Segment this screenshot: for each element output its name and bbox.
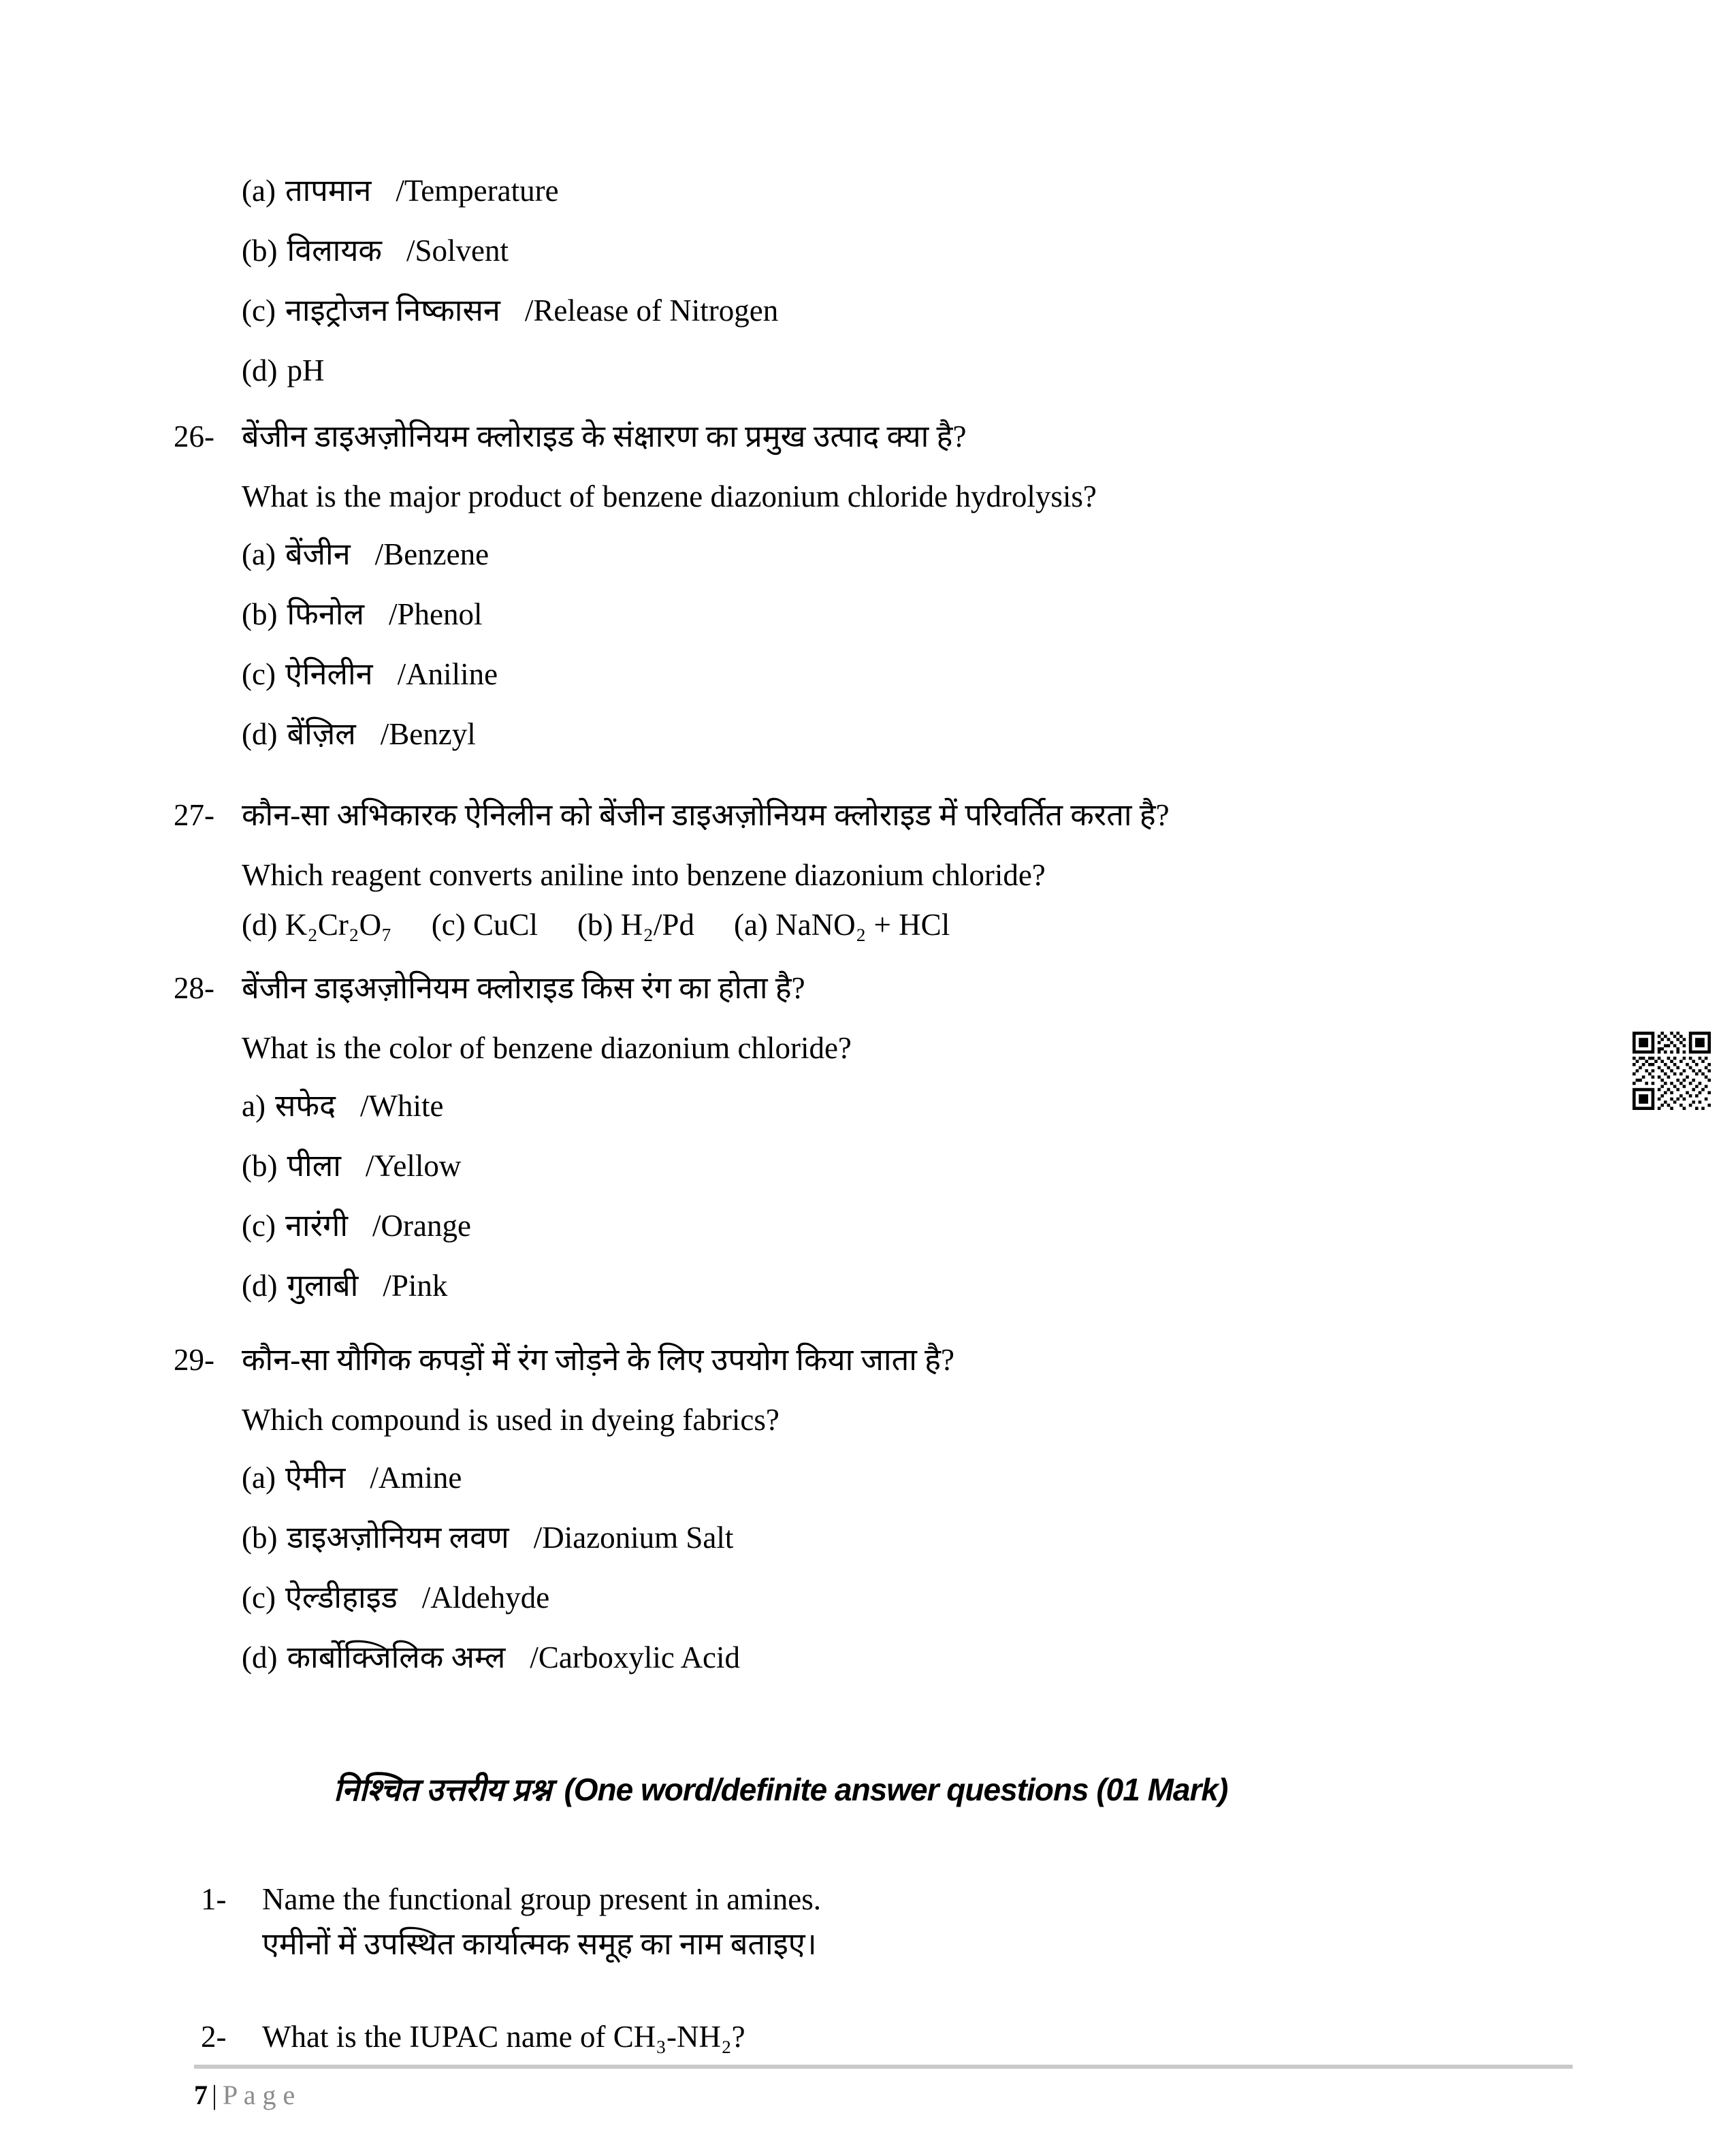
page-number: 7 bbox=[194, 2080, 208, 2110]
option-label: (d) bbox=[242, 1269, 278, 1303]
option-english: /Yellow bbox=[365, 1149, 462, 1183]
option-english: /Temperature bbox=[396, 174, 559, 208]
option-english: /Phenol bbox=[388, 597, 483, 631]
option-english: /Orange bbox=[372, 1209, 471, 1243]
option-hindi: तापमान bbox=[285, 174, 372, 208]
option-row bbox=[242, 1517, 954, 1558]
footer-rule bbox=[194, 2065, 1573, 2069]
option-english: /Solvent bbox=[406, 234, 509, 268]
question-number: 2- bbox=[201, 2020, 227, 2054]
inline-option: (b) H₂/Pd bbox=[577, 908, 694, 942]
option-english: /Benzyl bbox=[380, 717, 476, 751]
question-number: 28- bbox=[174, 971, 214, 1005]
option-label: (a) bbox=[242, 1461, 276, 1495]
question-hindi: एमीनों में उपस्थित कार्यात्मक समूह का नाम बताइए। bbox=[262, 1927, 817, 1961]
option-english: pH bbox=[287, 353, 325, 387]
option-row bbox=[242, 534, 1097, 575]
option-hindi: विलायक bbox=[287, 234, 382, 268]
option-label: (b) bbox=[242, 1521, 278, 1555]
option-english: /Benzene bbox=[374, 537, 489, 571]
question-26 bbox=[174, 417, 1097, 774]
carryover-options bbox=[242, 170, 778, 410]
option-english: /White bbox=[359, 1089, 444, 1123]
question-hindi: कौन-सा यौगिक कपड़ों में रंग जोड़ने के लिए उपयोग किया जाता है? bbox=[242, 1343, 955, 1377]
option-row bbox=[242, 1085, 852, 1126]
question-number: 29- bbox=[174, 1343, 214, 1377]
option-hindi: नाइट्रोजन निष्कासन bbox=[285, 293, 500, 328]
question-hindi: बेंजीन डाइअज़ोनियम क्लोराइड किस रंग का होता है? bbox=[242, 971, 805, 1005]
options-list bbox=[242, 1085, 852, 1306]
option-row bbox=[242, 654, 1097, 695]
option-hindi: गुलाबी bbox=[287, 1269, 359, 1303]
option-hindi: सफेद bbox=[274, 1089, 336, 1123]
option-label: (d) bbox=[242, 353, 278, 387]
section-heading-english: (One word/definite answer questions (01 Mark) bbox=[564, 1772, 1228, 1807]
question-english: Name the functional group present in amines. bbox=[262, 1882, 822, 1916]
question-hindi-line bbox=[174, 968, 852, 1008]
option-row bbox=[242, 1205, 852, 1246]
option-row bbox=[242, 170, 778, 211]
option-hindi: कार्बोक्जिलिक अम्ल bbox=[287, 1640, 506, 1674]
page-label: P a g e bbox=[223, 2080, 295, 2110]
footer bbox=[194, 2080, 295, 2111]
option-label: (c) bbox=[242, 293, 276, 328]
option-row bbox=[242, 290, 778, 331]
question-28 bbox=[174, 968, 852, 1325]
option-row bbox=[242, 1637, 954, 1678]
option-label: (d) bbox=[242, 1640, 278, 1674]
inline-options bbox=[242, 904, 1170, 945]
option-english: /Carboxylic Acid bbox=[530, 1640, 741, 1674]
inline-option: (c) CuCl bbox=[431, 908, 539, 942]
option-hindi: ऐनिलीन bbox=[285, 657, 373, 691]
option-hindi: डाइअज़ोनियम लवण bbox=[287, 1521, 509, 1555]
section-heading bbox=[334, 1768, 1227, 1812]
option-row bbox=[242, 1265, 852, 1306]
question-number: 1- bbox=[201, 1882, 227, 1916]
option-english: /Aniline bbox=[397, 657, 498, 691]
option-hindi: पीला bbox=[287, 1149, 341, 1183]
one-word-questions bbox=[201, 1879, 821, 2056]
option-english: /Diazonium Salt bbox=[533, 1521, 734, 1555]
option-row bbox=[242, 1457, 954, 1498]
option-row bbox=[242, 594, 1097, 635]
option-hindi: फिनोल bbox=[287, 597, 364, 631]
question-hindi-line bbox=[174, 795, 1170, 835]
question-english: What is the color of benzene diazonium chloride? bbox=[242, 1031, 852, 1065]
option-label: (b) bbox=[242, 234, 278, 268]
option-label: (d) bbox=[242, 717, 278, 751]
question-english: What is the IUPAC name of CH₃-NH₂? bbox=[262, 2020, 745, 2054]
option-english: /Aldehyde bbox=[421, 1580, 550, 1615]
inline-option: (a) NaNO₂ + HCl bbox=[733, 908, 950, 942]
option-hindi: बेंज़िल bbox=[287, 717, 356, 751]
footer-separator: | bbox=[212, 2080, 218, 2110]
question-row bbox=[201, 2017, 821, 2056]
options-list bbox=[242, 534, 1097, 754]
section-heading-hindi: निश्चित उत्तरीय प्रश्न bbox=[334, 1773, 552, 1807]
question-hindi-line bbox=[174, 417, 1097, 456]
option-row bbox=[242, 230, 778, 271]
question-row bbox=[201, 1879, 821, 1919]
question-english: What is the major product of benzene diazonium chloride hydrolysis? bbox=[242, 479, 1097, 513]
option-label: (c) bbox=[242, 1580, 276, 1615]
inline-option: (d) K₂Cr₂O₇ bbox=[242, 908, 392, 942]
qr-code bbox=[1633, 1032, 1711, 1110]
question-english: Which compound is used in dyeing fabrics? bbox=[242, 1403, 779, 1437]
question-hindi: बेंजीन डाइअज़ोनियम क्लोराइड के संक्षारण का प्रमुख उत्पाद क्या है? bbox=[242, 419, 967, 454]
option-english: /Release of Nitrogen bbox=[524, 293, 779, 328]
option-label: (b) bbox=[242, 597, 278, 631]
question-27 bbox=[174, 795, 1170, 945]
option-label: (a) bbox=[242, 174, 276, 208]
question-29 bbox=[174, 1340, 954, 1697]
question-hindi-line bbox=[174, 1340, 954, 1380]
option-hindi: ऐल्डीहाइड bbox=[285, 1580, 398, 1615]
option-label: a) bbox=[242, 1089, 266, 1123]
option-row bbox=[242, 1577, 954, 1618]
option-label: (c) bbox=[242, 657, 276, 691]
question-number: 27- bbox=[174, 798, 214, 832]
question-hindi: कौन-सा अभिकारक ऐनिलीन को बेंजीन डाइअज़ोनियम क्लोराइड में परिवर्तित करता है? bbox=[242, 798, 1170, 832]
option-english: /Amine bbox=[370, 1461, 462, 1495]
option-label: (a) bbox=[242, 537, 276, 571]
option-hindi: नारंगी bbox=[285, 1209, 348, 1243]
option-english: /Pink bbox=[383, 1269, 448, 1303]
option-row bbox=[242, 714, 1097, 754]
question-english: Which reagent converts aniline into benzene diazonium chloride? bbox=[242, 858, 1046, 892]
option-label: (c) bbox=[242, 1209, 276, 1243]
option-label: (b) bbox=[242, 1149, 278, 1183]
options-list bbox=[242, 1457, 954, 1678]
option-hindi: ऐमीन bbox=[285, 1461, 346, 1495]
option-hindi: बेंजीन bbox=[285, 537, 351, 571]
option-row bbox=[242, 1145, 852, 1186]
question-number: 26- bbox=[174, 419, 214, 454]
option-row bbox=[242, 350, 778, 391]
